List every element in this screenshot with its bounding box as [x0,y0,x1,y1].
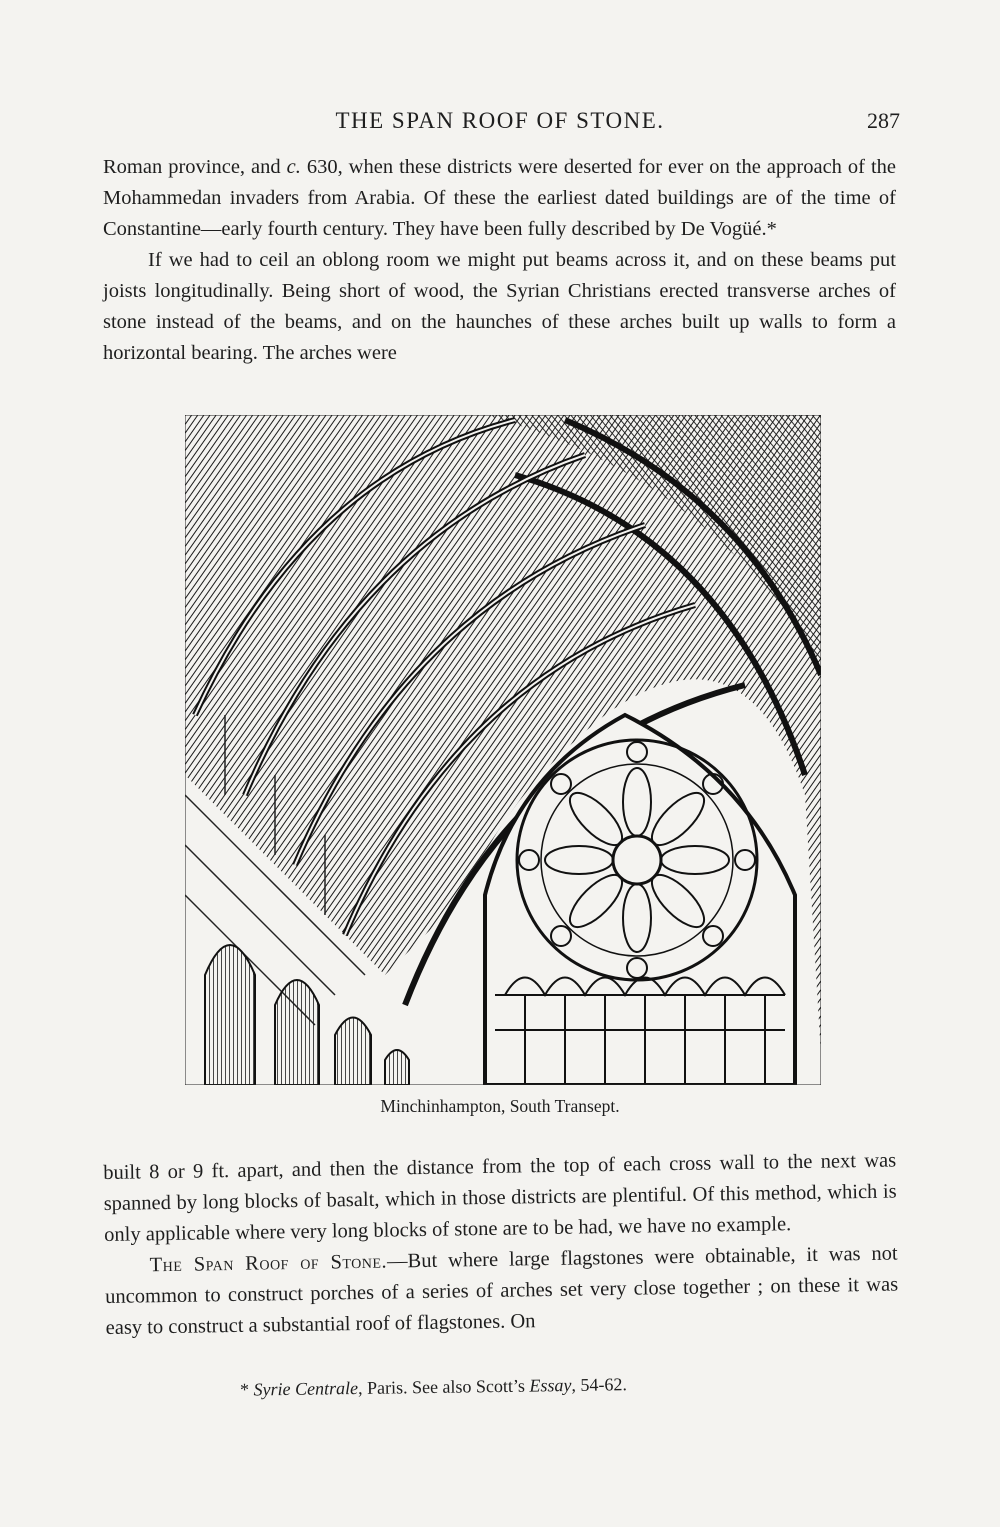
vault-engraving [185,415,821,1085]
text-span: 630, when these districts were deserted for ever on the approach of the Mohammedan invaders from Arabia. Of these the earliest dated buildings are of the time of Constantine—early fourth century. They have been fully described by De Vogüé.* [103,156,896,240]
footnote-title-2: Essay [529,1375,572,1396]
paragraph-basalt-blocks: built 8 or 9 ft. apart, and then the distance from the top of each cross wall to the next was spanned by long blocks of basalt, which in those districts are plentiful. Of this method, which is only applicable where very long blocks of stone are to be had, we have no example. [103,1149,897,1246]
footnote [240,1372,760,1400]
paragraph-span-roof [104,1239,898,1344]
page-number: 287 [867,108,900,133]
section-heading: The Span Roof of Stone. [149,1250,388,1277]
figure-illustration [185,415,821,1085]
text-span: Roman province, and [103,156,287,178]
text-span: —But where large flagstones were obtainable, it was not uncommon to construct porches of a series of arches set very close together ; on these it was easy to construct a substantial roof of flagstones. On [105,1242,899,1339]
paragraph-continuation [103,152,896,245]
text-span: , 54-62. [571,1374,628,1396]
paragraph-ceiling-method: If we had to ceil an oblong room we might put beams across it, and on these beams put joists longitudinally. Being short of wood, the Syrian Christians erected transverse arches of stone instead of the beams, and on the haunches of these arches built up walls to form a horizontal bearing. The arches were [103,249,896,364]
running-title: THE SPAN ROOF OF STONE. [335,108,665,133]
circa-abbrev: c. [286,156,301,178]
body-text-bottom [103,1146,899,1344]
footnote-mark: * [239,1379,254,1400]
page-header [100,108,900,138]
footnote-title: Syrie Centrale [253,1377,359,1400]
figure-caption: Minchinhampton, South Transept. [380,1096,620,1116]
text-span: , Paris. See also Scott’s [357,1375,530,1398]
body-text-top [103,152,896,369]
